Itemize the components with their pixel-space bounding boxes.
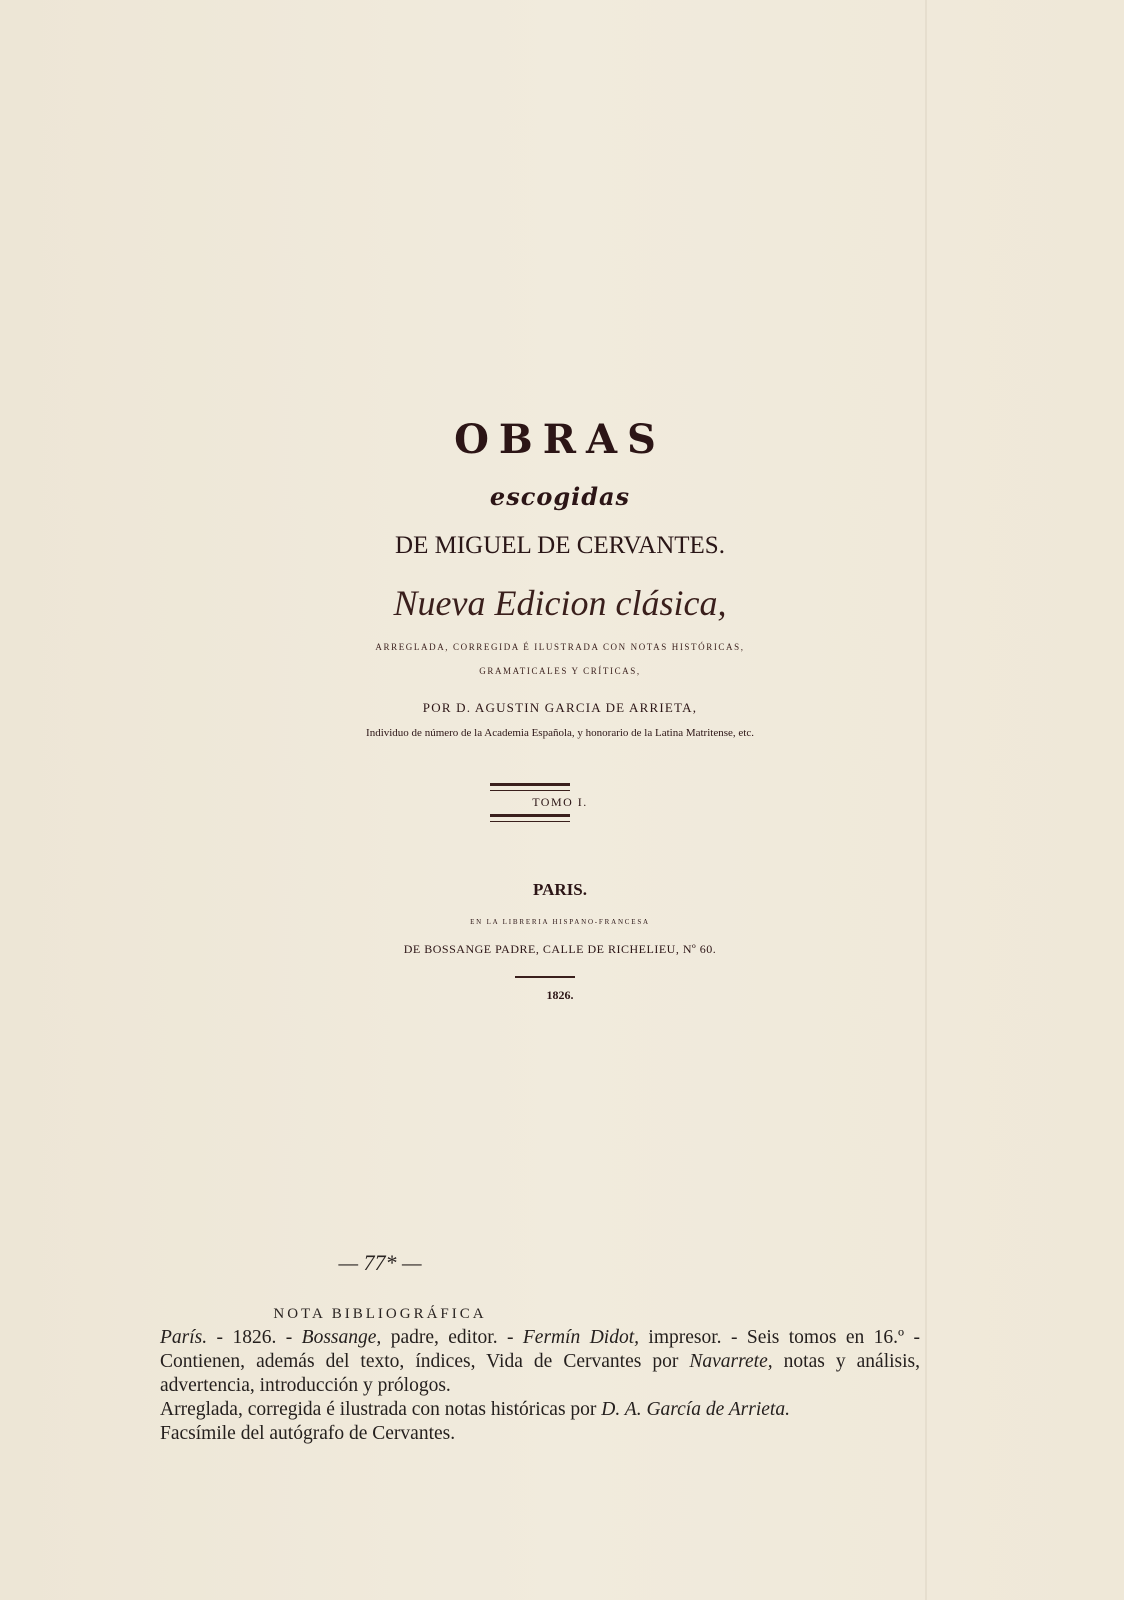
title-edicion: Nueva Edicion clásica, — [393, 583, 727, 623]
subtitle-line-2: GRAMATICALES Y CRÍTICAS, — [479, 666, 641, 676]
editor-credentials: Individuo de número de la Academia Española, y honorario de la Latina Matritense, etc. — [366, 727, 754, 739]
note-paragraph-2: Arreglada, corregida é ilustrada con notas históricas por D. A. García de Arrieta. — [160, 1399, 790, 1420]
plate-edge — [925, 0, 927, 1600]
title-author: DE MIGUEL DE CERVANTES. — [395, 532, 725, 559]
title-obras: OBRAS — [454, 416, 666, 463]
note-body — [160, 1326, 920, 1446]
title-escogidas: escogidas — [489, 482, 631, 511]
editor-line: POR D. AGUSTIN GARCIA DE ARRIETA, — [422, 700, 698, 715]
volume-label: TOMO I. — [532, 795, 588, 809]
rule-year — [515, 976, 575, 978]
imprint-bookshop: EN LA LIBRERIA HISPANO-FRANCESA — [470, 918, 650, 926]
imprint-year: 1826. — [546, 988, 574, 1002]
note-paragraph-1: París. - 1826. - Bossange, padre, editor. - Fermín Didot, impresor. - Seis tomos en 16.º - Contienen, además del texto, índices, Vida de Cervantes por Navarrete, notas y análisis, advertencia, introducción y prólogos. — [160, 1327, 920, 1396]
subtitle-line-1: ARREGLADA, CORREGIDA É ILUSTRADA CON NOTAS HISTÓRICAS, — [375, 642, 745, 652]
page-number: — 77* — — [338, 1250, 422, 1275]
imprint-publisher: DE BOSSANGE PADRE, CALLE DE RICHELIEU, Nº 60. — [403, 942, 717, 956]
note-heading: NOTA BIBLIOGRÁFICA — [273, 1306, 487, 1322]
note-paragraph-3: Facsímile del autógrafo de Cervantes. — [160, 1423, 456, 1444]
imprint-city: PARIS. — [533, 880, 587, 899]
rule-bottom — [490, 814, 570, 822]
rule-top — [490, 783, 570, 791]
